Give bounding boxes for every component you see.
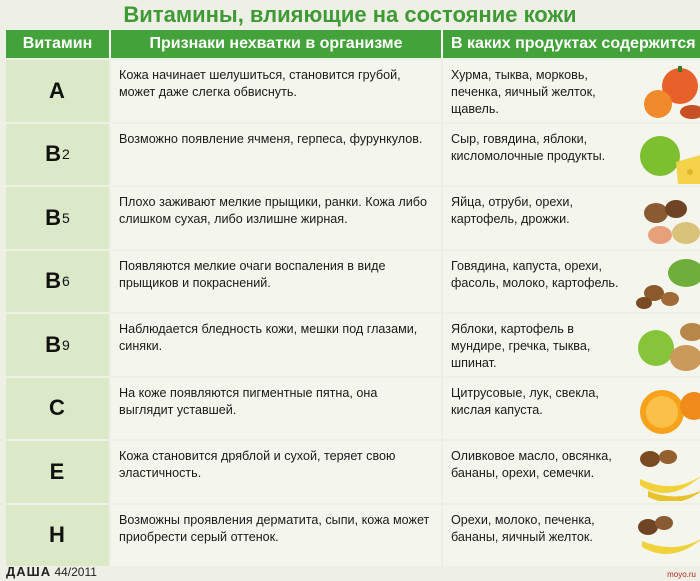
signs-cell: На коже появляются пигментные пятна, она выглядит уставшей. (111, 378, 441, 440)
products-cell (443, 60, 700, 122)
products-text: Орехи, молоко, печенка, бананы, яичный желток. (451, 512, 595, 544)
vitamin-letter: B (45, 141, 62, 167)
vitamin-letter: E (49, 458, 65, 484)
vitamin-cell (6, 441, 109, 503)
table-row (6, 60, 700, 122)
banana-nuts-icon (634, 509, 700, 565)
vitamin-cell (6, 505, 109, 567)
table-row (6, 314, 700, 376)
vitamin-subscript: 2 (62, 146, 70, 163)
table-row (6, 378, 700, 440)
vitamin-letter: B (45, 268, 62, 294)
vitamin-cell (6, 251, 109, 313)
products-text: Сыр, говядина, яблоки, кисломолочные продукты. (451, 131, 606, 163)
signs-cell: Возможны проявления дерматита, сыпи, кожа может приобрести серый оттенок. (111, 505, 441, 567)
nuts-cabbage-icon (634, 255, 700, 311)
vitamin-subscript: 9 (62, 336, 70, 353)
signs-cell: Появляются мелкие очаги воспаления в виде прыщиков и покраснений. (111, 251, 441, 313)
vitamin-letter: H (49, 522, 65, 548)
products-text: Яблоки, картофель в мундире, гречка, тыква, шпинат. (451, 322, 591, 370)
eggs-nuts-icon (634, 191, 700, 247)
products-cell (443, 251, 700, 313)
signs-cell: Кожа начинает шелушиться, становится грубой, может даже слегка обвиснуть. (111, 60, 441, 122)
products-cell (443, 378, 700, 440)
vitamin-cell (6, 378, 109, 440)
products-cell (443, 187, 700, 249)
vitamin-cell (6, 314, 109, 376)
vitamin-cell (6, 124, 109, 186)
footer (6, 564, 97, 579)
vitamin-subscript: 6 (62, 273, 70, 290)
header-signs: Признаки нехватки в организме (111, 30, 443, 58)
products-cell (443, 124, 700, 186)
products-text: Говядина, капуста, орехи, фасоль, молоко, картофель. (451, 258, 619, 290)
page-title: Витамины, влияющие на состояние кожи (123, 2, 577, 27)
source-credit: moyo.ru (667, 570, 696, 579)
signs-cell: Наблюдается бледность кожи, мешки под глазами, синяки. (111, 314, 441, 376)
vitamin-table (6, 60, 700, 568)
vitamin-letter: B (45, 331, 62, 357)
table-row (6, 441, 700, 503)
products-text: Хурма, тыква, морковь, печенка, яичный желток, щавель. (451, 68, 596, 116)
signs-cell: Плохо заживают мелкие прыщики, ранки. Кожа либо слишком сухая, либо излишне жирная. (111, 187, 441, 249)
banana-nuts-icon (634, 445, 700, 501)
issue-number: 44/2011 (54, 565, 97, 579)
vitamin-letter: B (45, 204, 62, 230)
table-row (6, 187, 700, 249)
header-products: В каких продуктах содержится (451, 35, 696, 52)
table-row (6, 251, 700, 313)
table-row (6, 124, 700, 186)
vitamin-cell (6, 60, 109, 122)
header-vitamin: Витамин (6, 30, 111, 58)
vitamin-letter: A (49, 77, 65, 103)
products-cell (443, 505, 700, 567)
citrus-icon (634, 382, 700, 438)
vitamin-subscript: 5 (62, 209, 70, 226)
vitamin-cell (6, 187, 109, 249)
signs-cell: Кожа становится дряблой и сухой, теряет свою эластичность. (111, 441, 441, 503)
signs-cell: Возможно появление ячменя, герпеса, фурункулов. (111, 124, 441, 186)
table-row (6, 505, 700, 567)
products-cell (443, 441, 700, 503)
products-text: Оливковое масло, овсянка, бананы, орехи, семечки. (451, 449, 612, 480)
products-text: Цитрусовые, лук, свекла, кислая капуста. (451, 385, 599, 417)
table-header (6, 30, 700, 58)
apple-cheese-icon (634, 128, 700, 184)
apple-potato-icon (634, 318, 700, 374)
magazine-name: ДАША (6, 564, 52, 579)
vitamin-letter: C (49, 395, 65, 421)
products-text: Яйца, отруби, орехи, картофель, дрожжи. (451, 195, 573, 226)
products-cell (443, 314, 700, 376)
persimmon-pumpkin-icon (634, 64, 700, 120)
